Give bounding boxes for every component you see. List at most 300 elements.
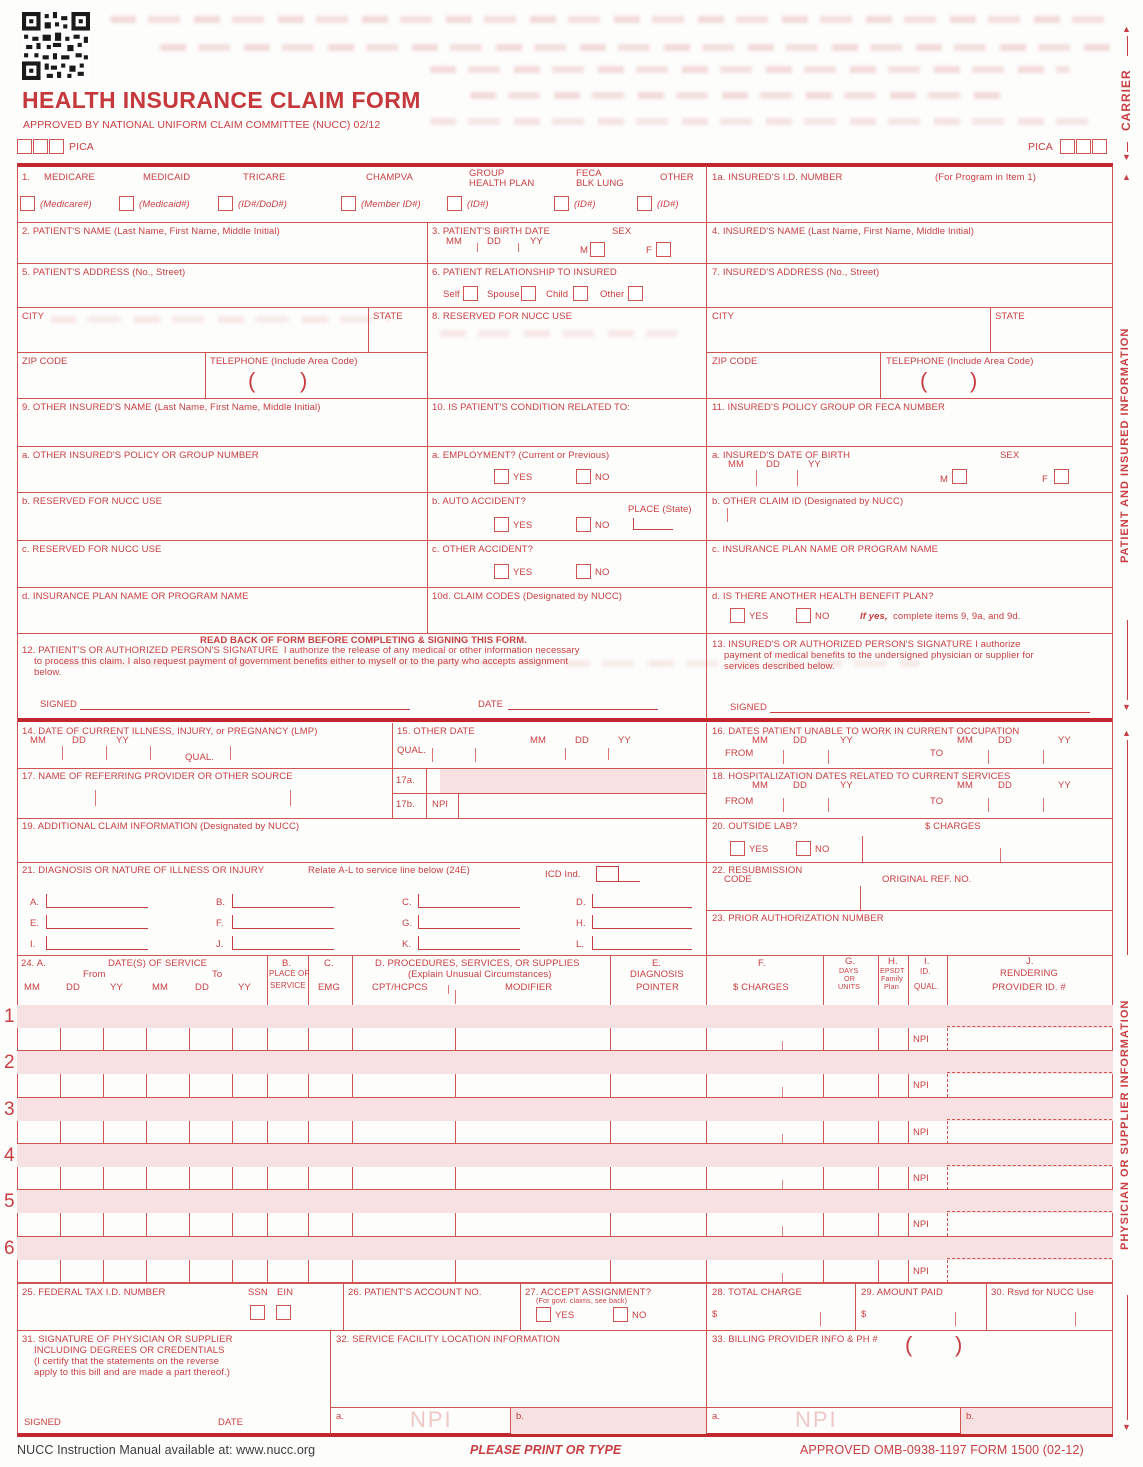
field-17a-label: 17a. xyxy=(396,775,415,786)
col-i-line2: QUAL. xyxy=(914,982,939,991)
field-20-no-checkbox[interactable] xyxy=(796,841,811,856)
col-a-yy1: YY xyxy=(110,982,123,993)
option-other-sub: (ID#) xyxy=(657,199,679,210)
col-g-line2: OR xyxy=(844,974,855,983)
col-a-dd1: DD xyxy=(66,982,80,993)
field-1a-note: (For Program in Item 1) xyxy=(935,172,1037,183)
field-33b-shaded[interactable] xyxy=(961,1408,1112,1434)
option-feca-label: FECA xyxy=(576,168,602,179)
npi-label: NPI xyxy=(913,1172,929,1184)
field-10c-no-label: NO xyxy=(595,567,610,578)
footer-approved-omb: APPROVED OMB-0938-1197 FORM 1500 (02-12) xyxy=(800,1443,1084,1457)
col-d-modifier: MODIFIER xyxy=(505,982,553,993)
field-10b-yes-label: YES xyxy=(513,520,533,531)
option-tricare-label: TRICARE xyxy=(243,172,286,183)
diag-line-b[interactable] xyxy=(232,894,334,908)
col-a-yy2: YY xyxy=(238,982,251,993)
service-row[interactable] xyxy=(4,1144,1113,1190)
field-32a-label: a. xyxy=(336,1411,345,1422)
pica-box-2[interactable] xyxy=(33,139,48,154)
col-j-line1: RENDERING xyxy=(1000,968,1058,979)
diag-line-d[interactable] xyxy=(592,894,692,908)
field-13-title: 13. INSURED'S OR AUTHORIZED PERSON'S SIGNATURE I authorize xyxy=(712,639,1021,650)
col-a-mm2: MM xyxy=(152,982,169,993)
field-18-mm2: MM xyxy=(957,780,974,791)
diag-line-k[interactable] xyxy=(418,936,520,950)
field-25-ein-checkbox[interactable] xyxy=(276,1305,291,1320)
field-18-yy1: YY xyxy=(840,780,853,791)
field-28-label: 28. TOTAL CHARGE xyxy=(712,1287,802,1298)
diag-line-f[interactable] xyxy=(232,915,334,929)
field-5-label: 5. PATIENT'S ADDRESS (No., Street) xyxy=(22,267,186,278)
field-11d-label: d. IS THERE ANOTHER HEALTH BENEFIT PLAN? xyxy=(712,591,934,602)
col-a-title: DATE(S) OF SERVICE xyxy=(108,958,208,969)
field-9a-label: a. OTHER INSURED'S POLICY OR GROUP NUMBER xyxy=(22,450,259,461)
field-20-yes-checkbox[interactable] xyxy=(730,841,745,856)
diag-line-h[interactable] xyxy=(592,915,692,929)
field-7-label: 7. INSURED'S ADDRESS (No., Street) xyxy=(712,267,880,278)
field-11d-ifyes-bold: If yes, xyxy=(860,611,888,622)
patient-city-label: CITY xyxy=(22,311,45,322)
field-1-number: 1. xyxy=(22,172,31,183)
service-row-number: 4 xyxy=(4,1144,15,1166)
field-2-label: 2. PATIENT'S NAME (Last Name, First Name, Middle Initial) xyxy=(22,226,280,237)
margin-patient-insured-label: PATIENT AND INSURED INFORMATION xyxy=(1119,327,1131,563)
field-10b-yes-checkbox[interactable] xyxy=(494,517,509,532)
field-32b-label: b. xyxy=(516,1411,525,1422)
service-row-white-half[interactable] xyxy=(17,1074,1113,1097)
field-8-label: 8. RESERVED FOR NUCC USE xyxy=(432,311,573,322)
field-10c-label: c. OTHER ACCIDENT? xyxy=(432,544,534,555)
field-12-body3: below. xyxy=(34,667,62,678)
field-30-label: 30. Rsvd for NUCC Use xyxy=(991,1287,1094,1298)
insured-telephone-label: TELEPHONE (Include Area Code) xyxy=(886,356,1034,367)
col-b-letter: B. xyxy=(282,958,292,969)
patient-telephone-label: TELEPHONE (Include Area Code) xyxy=(210,356,358,367)
field-9d-label: d. INSURANCE PLAN NAME OR PROGRAM NAME xyxy=(22,591,249,602)
field-16-mm1: MM xyxy=(752,735,769,746)
col-e-letter: E. xyxy=(652,958,662,969)
option-group-label2: HEALTH PLAN xyxy=(469,178,535,189)
field-14-qual: QUAL. xyxy=(185,752,215,763)
insured-state-label: STATE xyxy=(995,311,1025,322)
field-11a-m-label: M xyxy=(940,474,949,485)
col-i-letter: I. xyxy=(924,956,930,967)
margin-physician-supplier-label: PHYSICIAN OR SUPPLIER INFORMATION xyxy=(1119,999,1131,1251)
field-20-charges-label: $ CHARGES xyxy=(925,821,981,832)
field-10b-no-label: NO xyxy=(595,520,610,531)
field-6-label: 6. PATIENT RELATIONSHIP TO INSURED xyxy=(432,267,617,278)
service-row-j-dashed xyxy=(947,1237,1112,1259)
col-g-letter: G. xyxy=(845,956,856,967)
npi-label: NPI xyxy=(913,1034,929,1045)
service-row-shaded-half[interactable] xyxy=(17,1144,1113,1167)
option-other-label: OTHER xyxy=(660,172,694,183)
insured-city-field[interactable] xyxy=(706,307,990,352)
field-14-yy: YY xyxy=(116,735,129,746)
field-20-yes-label: YES xyxy=(749,844,769,855)
field-10a-label: a. EMPLOYMENT? (Current or Previous) xyxy=(432,450,610,461)
field-33-paren-close: ) xyxy=(955,1332,963,1357)
field-4-label: 4. INSURED'S NAME (Last Name, First Name, Middle Initial) xyxy=(712,226,974,237)
field-3-mm: MM xyxy=(446,236,463,247)
service-row-j-dashed xyxy=(947,1051,1112,1073)
field-6-child-label: Child xyxy=(546,289,569,300)
col-b-line1: PLACE OF xyxy=(269,969,310,978)
field-27-sub: (For govt. claims, see back) xyxy=(536,1296,628,1305)
field-26-label: 26. PATIENT'S ACCOUNT NO. xyxy=(348,1287,482,1298)
field-6-child-checkbox[interactable] xyxy=(573,286,588,301)
insured-telephone-paren-close: ) xyxy=(970,368,978,393)
pica-box-right-1[interactable] xyxy=(1060,139,1075,154)
patient-telephone-paren-open: ( xyxy=(248,368,256,393)
field-20-label: 20. OUTSIDE LAB? xyxy=(712,821,798,832)
diag-letter-f: F. xyxy=(216,918,224,929)
field-12-body2: to process this claim. I also request payment of government benefits either to myself or to the party who accepts assignment xyxy=(34,656,569,667)
service-row[interactable] xyxy=(4,1051,1113,1097)
insured-zip-label: ZIP CODE xyxy=(712,356,758,367)
col-d-title: D. PROCEDURES, SERVICES, OR SUPPLIES xyxy=(375,958,580,969)
field-11c-label: c. INSURANCE PLAN NAME OR PROGRAM NAME xyxy=(712,544,939,555)
service-row-number: 3 xyxy=(4,1098,15,1120)
arrow-down-icon: ▼ xyxy=(1122,152,1131,162)
col-a-number: 24. A. xyxy=(21,958,46,969)
npi-label: NPI xyxy=(913,1126,929,1138)
field-21-relate: Relate A-L to service line below (24E) xyxy=(308,865,470,876)
field-25-ssn-checkbox[interactable] xyxy=(250,1305,265,1320)
option-feca-checkbox[interactable] xyxy=(554,196,569,211)
field-6-spouse-label: Spouse xyxy=(487,289,520,300)
col-j-letter: J. xyxy=(1026,956,1034,967)
option-group-sub: (ID#) xyxy=(467,199,489,210)
field-16-yy2: YY xyxy=(1058,735,1071,746)
field-3-m-label: M xyxy=(580,245,589,256)
diag-line-i[interactable] xyxy=(46,936,148,950)
field-23-label: 23. PRIOR AUTHORIZATION NUMBER xyxy=(712,913,884,924)
field-1a-label: 1a. INSURED'S I.D. NUMBER xyxy=(712,172,843,183)
service-row[interactable] xyxy=(4,1190,1113,1236)
diag-letter-g: G. xyxy=(402,918,413,929)
field-18-mm1: MM xyxy=(752,780,769,791)
field-12-signed-label: SIGNED xyxy=(40,699,78,710)
col-g-line1: DAYS xyxy=(839,966,859,975)
npi-label: NPI xyxy=(913,1080,929,1092)
field-11d-yes-label: YES xyxy=(749,611,769,622)
field-10-label: 10. IS PATIENT'S CONDITION RELATED TO: xyxy=(432,402,630,413)
patient-zip-label: ZIP CODE xyxy=(22,356,68,367)
field-3-m-checkbox[interactable] xyxy=(590,242,605,257)
field-6-spouse-checkbox[interactable] xyxy=(521,286,536,301)
field-10c-no-checkbox[interactable] xyxy=(576,564,591,579)
footer-nucc-manual[interactable]: NUCC Instruction Manual available at: www.nucc.org xyxy=(17,1443,316,1457)
field-9b-label: b. RESERVED FOR NUCC USE xyxy=(22,496,163,507)
diag-letter-e: E. xyxy=(30,918,40,929)
field-10b-label: b. AUTO ACCIDENT? xyxy=(432,496,526,507)
field-27-yes-label: YES xyxy=(555,1310,575,1321)
col-h-line2: Family xyxy=(881,974,903,983)
col-i-line1: ID. xyxy=(920,967,931,976)
field-15-dd: DD xyxy=(575,735,589,746)
option-group-checkbox[interactable] xyxy=(447,196,462,211)
field-6-other-label: Other xyxy=(600,289,625,300)
field-33-paren-open: ( xyxy=(905,1332,913,1357)
field-29-label: 29. AMOUNT PAID xyxy=(861,1287,943,1298)
field-11a-f-checkbox[interactable] xyxy=(1054,469,1069,484)
col-d-sub: (Explain Unusual Circumstances) xyxy=(408,969,552,980)
field-9c-label: c. RESERVED FOR NUCC USE xyxy=(22,544,162,555)
diag-line-c[interactable] xyxy=(418,894,520,908)
bleed-through-texture xyxy=(110,16,1110,23)
service-row-white-half[interactable] xyxy=(17,1121,1113,1144)
diag-line-l[interactable] xyxy=(592,936,692,950)
field-13-signature-line[interactable] xyxy=(770,703,1090,713)
option-champva-sub: (Member ID#) xyxy=(361,199,421,210)
field-6-other-checkbox[interactable] xyxy=(628,286,643,301)
service-row-shaded-half[interactable] xyxy=(17,1051,1113,1074)
field-11a-dd: DD xyxy=(766,459,780,470)
service-row-j-dashed xyxy=(947,1005,1112,1027)
field-3-sex-label: SEX xyxy=(612,226,632,237)
service-row-number: 1 xyxy=(4,1006,15,1027)
field-18-from: FROM xyxy=(725,796,754,807)
col-g-line3: UNITS xyxy=(838,982,861,991)
field-22-orig-label: ORIGINAL REF. NO. xyxy=(882,874,972,885)
field-31-line4: apply to this bill and are made a part thereof.) xyxy=(34,1367,230,1378)
col-e-line1: DIAGNOSIS xyxy=(630,969,684,980)
field-32a-npi-watermark: NPI xyxy=(410,1407,453,1432)
field-21-icd-label: ICD Ind. xyxy=(545,869,581,880)
field-11a-label: a. INSURED'S DATE OF BIRTH xyxy=(712,450,851,461)
field-11d-yes-checkbox[interactable] xyxy=(730,608,745,623)
field-18-dd1: DD xyxy=(793,780,807,791)
field-16-label: 16. DATES PATIENT UNABLE TO WORK IN CURRENT OCCUPATION xyxy=(712,726,1020,737)
bleed-through-texture xyxy=(160,44,1120,51)
field-20-no-label: NO xyxy=(815,844,830,855)
service-row[interactable] xyxy=(4,1098,1113,1144)
field-15-yy: YY xyxy=(618,735,631,746)
field-12-date-line[interactable] xyxy=(508,700,658,710)
field-3-yy: YY xyxy=(530,236,543,247)
field-22-label: 22. RESUBMISSION xyxy=(712,865,803,876)
option-medicare-checkbox[interactable] xyxy=(20,196,35,211)
field-15-mm: MM xyxy=(530,735,547,746)
col-h-letter: H. xyxy=(888,956,898,967)
field-11a-f-label: F xyxy=(1042,474,1048,485)
arrow-up-icon: ▲ xyxy=(1122,172,1131,182)
option-champva-checkbox[interactable] xyxy=(341,196,356,211)
icd-ind-box-b[interactable] xyxy=(596,872,640,882)
field-12-body1: I authorize the release of any medical or other information necessary xyxy=(283,645,580,656)
col-h-line1: EPSDT xyxy=(880,966,905,975)
service-row-shaded-half[interactable] xyxy=(17,1098,1113,1121)
field-17-label: 17. NAME OF REFERRING PROVIDER OR OTHER SOURCE xyxy=(22,771,293,782)
arrow-up-icon: ▲ xyxy=(1122,24,1131,34)
field-9-label: 9. OTHER INSURED'S NAME (Last Name, First Name, Middle Initial) xyxy=(22,402,321,413)
diag-letter-j: J. xyxy=(216,939,224,950)
field-10a-no-label: NO xyxy=(595,472,610,483)
option-tricare-sub: (ID#/DoD#) xyxy=(238,199,288,210)
col-c-letter: C. xyxy=(324,958,334,969)
field-22-code-label: CODE xyxy=(724,874,752,885)
diag-line-j[interactable] xyxy=(232,936,334,950)
field-31-line2: INCLUDING DEGREES OR CREDENTIALS xyxy=(34,1345,225,1356)
service-row-shaded-half[interactable] xyxy=(17,1237,1113,1260)
field-18-to: TO xyxy=(930,796,944,807)
bleed-through-texture xyxy=(430,66,1070,73)
form-approved-by: APPROVED BY NATIONAL UNIFORM CLAIM COMMITTEE (NUCC) 02/12 xyxy=(23,119,381,131)
field-13-body1: payment of medical benefits to the undersigned physician or supplier for xyxy=(724,650,1034,661)
rule-middle xyxy=(17,718,1113,722)
arrow-up-icon: ▲ xyxy=(1122,728,1131,738)
field-3-f-checkbox[interactable] xyxy=(656,242,671,257)
patient-state-label: STATE xyxy=(373,311,403,322)
service-row-shaded-half[interactable] xyxy=(17,1005,1113,1028)
col-a-from: From xyxy=(83,969,106,980)
option-medicaid-label: MEDICAID xyxy=(143,172,191,183)
field-10b-place-box[interactable] xyxy=(633,518,673,530)
field-29-dollar: $ xyxy=(861,1309,867,1320)
service-row-j-dashed xyxy=(947,1190,1112,1212)
field-1-medicare-group xyxy=(17,166,706,222)
service-row-number: 5 xyxy=(4,1191,15,1213)
field-6-self-label: Self xyxy=(443,289,460,300)
field-10b-place-label: PLACE (State) xyxy=(628,504,692,515)
field-11a-mm: MM xyxy=(728,459,745,470)
service-row-number: 6 xyxy=(4,1237,15,1259)
form-title: HEALTH INSURANCE CLAIM FORM xyxy=(22,87,421,113)
bleed-through-texture xyxy=(430,118,1090,125)
field-12-title: 12. PATIENT'S OR AUTHORIZED PERSON'S SIGNATURE xyxy=(22,645,279,656)
field-16-from: FROM xyxy=(725,748,754,759)
service-row[interactable] xyxy=(4,1237,1113,1283)
option-feca-label2: BLK LUNG xyxy=(576,178,624,189)
field-12-date-label: DATE xyxy=(478,699,504,710)
col-a-mm1: MM xyxy=(24,982,41,993)
npi-label: NPI xyxy=(913,1265,929,1277)
diag-letter-c: C. xyxy=(402,897,412,908)
field-17b-npi-label: NPI xyxy=(432,799,449,810)
service-row-number: 2 xyxy=(4,1052,15,1074)
field-17a-shaded[interactable] xyxy=(440,769,705,793)
margin-carrier-label: CARRIER xyxy=(1119,69,1133,131)
diag-line-e[interactable] xyxy=(46,915,148,929)
field-18-label: 18. HOSPITALIZATION DATES RELATED TO CURRENT SERVICES xyxy=(712,771,1011,782)
pica-box-1[interactable] xyxy=(17,139,32,154)
service-row-shaded-half[interactable] xyxy=(17,1190,1113,1213)
field-19-label: 19. ADDITIONAL CLAIM INFORMATION (Designated by NUCC) xyxy=(22,821,300,832)
diag-letter-a: A. xyxy=(30,897,40,908)
field-11d-no-label: NO xyxy=(815,611,830,622)
field-10c-yes-checkbox[interactable] xyxy=(494,564,509,579)
field-18-yy2: YY xyxy=(1058,780,1071,791)
col-c-emg: EMG xyxy=(318,982,340,993)
diag-letter-k: K. xyxy=(402,939,412,950)
field-15-qual: QUAL. xyxy=(397,745,427,756)
field-32-label: 32. SERVICE FACILITY LOCATION INFORMATION xyxy=(336,1334,561,1345)
field-10a-yes-checkbox[interactable] xyxy=(494,469,509,484)
col-h-line3: Plan xyxy=(884,982,899,991)
field-15-label: 15. OTHER DATE xyxy=(397,726,475,737)
field-33a-npi-watermark: NPI xyxy=(795,1407,838,1432)
service-row-j-dashed xyxy=(947,1098,1112,1120)
footer-print-or-type: PLEASE PRINT OR TYPE xyxy=(470,1443,622,1457)
option-other-checkbox[interactable] xyxy=(637,196,652,211)
col-b-line2: SERVICE xyxy=(270,981,306,990)
field-25-label: 25. FEDERAL TAX I.D. NUMBER xyxy=(22,1287,166,1298)
field-18-dd2: DD xyxy=(998,780,1012,791)
field-27-yes-checkbox[interactable] xyxy=(536,1307,551,1322)
col-j-line2: PROVIDER ID. # xyxy=(992,982,1066,993)
col-f-letter: F. xyxy=(758,958,766,969)
field-25-ein-label: EIN xyxy=(277,1287,294,1298)
field-10b-no-checkbox[interactable] xyxy=(576,517,591,532)
field-33b-label: b. xyxy=(966,1411,975,1422)
service-row-white-half[interactable] xyxy=(17,1213,1113,1236)
pica-box-right-3[interactable] xyxy=(1092,139,1107,154)
field-10a-yes-label: YES xyxy=(513,472,533,483)
service-row-white-half[interactable] xyxy=(17,1167,1113,1190)
service-row-white-half[interactable] xyxy=(17,1028,1113,1051)
field-11a-yy: YY xyxy=(808,459,821,470)
diag-letter-h: H. xyxy=(576,918,586,929)
arrow-down-icon: ▼ xyxy=(1122,702,1131,712)
option-medicaid-checkbox[interactable] xyxy=(119,196,134,211)
service-row[interactable] xyxy=(4,1005,1113,1051)
field-27-no-checkbox[interactable] xyxy=(613,1307,628,1322)
col-e-line2: POINTER xyxy=(636,982,679,993)
option-tricare-checkbox[interactable] xyxy=(218,196,233,211)
field-11d-ifyes: complete items 9, 9a, and 9d. xyxy=(893,611,1021,622)
field-33a-label: a. xyxy=(712,1411,721,1422)
pica-box-right-2[interactable] xyxy=(1076,139,1091,154)
pica-box-3[interactable] xyxy=(49,139,64,154)
col-a-dd2: DD xyxy=(195,982,209,993)
field-31-line3: (I certify that the statements on the reverse xyxy=(34,1356,220,1367)
field-14-label: 14. DATE OF CURRENT ILLNESS, INJURY, or PREGNANCY (LMP) xyxy=(22,726,318,737)
field-32b-shaded[interactable] xyxy=(511,1408,706,1434)
field-16-to: TO xyxy=(930,748,944,759)
service-row-j-dashed xyxy=(947,1144,1112,1166)
patient-city-field[interactable] xyxy=(17,307,368,352)
field-11d-no-checkbox[interactable] xyxy=(796,608,811,623)
insured-city-label: CITY xyxy=(712,311,735,322)
col-f-charges: $ CHARGES xyxy=(733,982,789,993)
field-11a-m-checkbox[interactable] xyxy=(952,469,967,484)
diag-letter-b: B. xyxy=(216,897,226,908)
field-27-label: 27. ACCEPT ASSIGNMENT? xyxy=(525,1287,652,1298)
option-champva-label: CHAMPVA xyxy=(366,172,413,183)
field-14-dd: DD xyxy=(72,735,86,746)
diag-letter-i: I. xyxy=(30,939,36,950)
field-31-date-label: DATE xyxy=(218,1417,244,1428)
service-row-white-half[interactable] xyxy=(17,1260,1113,1283)
field-6-self-checkbox[interactable] xyxy=(463,286,478,301)
field-33-label: 33. BILLING PROVIDER INFO & PH # xyxy=(712,1334,878,1345)
option-medicare-sub: (Medicare#) xyxy=(40,199,92,210)
option-medicare-label: MEDICARE xyxy=(44,172,95,183)
pica-label-right: PICA xyxy=(1028,141,1053,153)
field-12-signature-line[interactable] xyxy=(80,700,410,710)
diag-line-g[interactable] xyxy=(418,915,520,929)
pica-label-left: PICA xyxy=(69,141,94,153)
diag-letter-d: D. xyxy=(576,897,586,908)
field-10c-yes-label: YES xyxy=(513,567,533,578)
field-3-label: 3. PATIENT'S BIRTH DATE xyxy=(432,226,550,237)
diag-line-a[interactable] xyxy=(46,894,148,908)
field-10a-no-checkbox[interactable] xyxy=(576,469,591,484)
insured-telephone-paren-open: ( xyxy=(920,368,928,393)
field-27-no-label: NO xyxy=(632,1310,647,1321)
